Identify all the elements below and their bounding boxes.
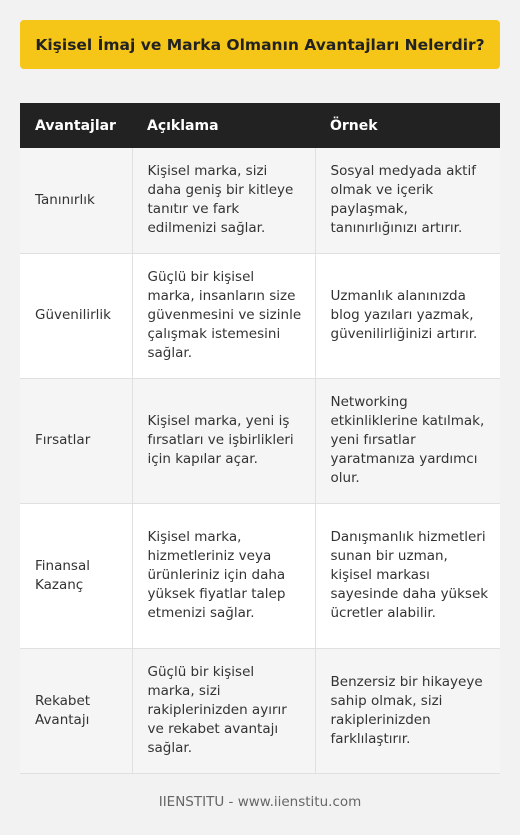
description-cell: Kişisel marka, sizi daha geniş bir kitleye tanıtır ve fark edilmenizi sağlar. [132,148,315,253]
table-row [20,253,500,378]
header-example: Örnek [315,103,500,148]
example-cell: Uzmanlık alanınızda blog yazıları yazmak, güvenilirliğinizi artırır. [315,253,500,378]
description-cell: Kişisel marka, yeni iş fırsatları ve işbirlikleri için kapılar açar. [132,378,315,503]
example-cell: Benzersiz bir hikayeye sahip olmak, sizi rakiplerinizden farklılaştırır. [315,648,500,773]
advantages-table-container [20,103,500,774]
advantages-table [20,103,500,774]
header-advantages: Avantajlar [20,103,132,148]
example-cell: Sosyal medyada aktif olmak ve içerik paylaşmak, tanınırlığınızı artırır. [315,148,500,253]
page-title: Kişisel İmaj ve Marka Olmanın Avantajları Nelerdir? [35,35,485,54]
example-cell: Networking etkinliklerine katılmak, yeni fırsatlar yaratmanıza yardımcı olur. [315,378,500,503]
table-row [20,148,500,253]
advantage-cell: Tanınırlık [20,148,132,253]
description-cell: Kişisel marka, hizmetleriniz veya ürünleriniz için daha yüksek fiyatlar talep etmenizi sağlar. [132,503,315,648]
table-header-row [20,103,500,148]
example-cell: Danışmanlık hizmetleri sunan bir uzman, kişisel markası sayesinde daha yüksek ücretler alabilir. [315,503,500,648]
footer-credit: IIENSTITU - www.iienstitu.com [158,794,362,810]
description-cell: Güçlü bir kişisel marka, sizi rakiplerinizden ayırır ve rekabet avantajı sağlar. [132,648,315,773]
table-row [20,503,500,648]
description-cell: Güçlü bir kişisel marka, insanların size güvenmesini ve sizinle çalışmak istemesini sağlar. [132,253,315,378]
header-description: Açıklama [132,103,315,148]
table-row [20,378,500,503]
advantage-cell: Finansal Kazanç [20,503,132,648]
advantage-cell: Fırsatlar [20,378,132,503]
advantage-cell: Güvenilirlik [20,253,132,378]
table-row [20,648,500,773]
title-banner [20,20,500,69]
advantage-cell: Rekabet Avantajı [20,648,132,773]
